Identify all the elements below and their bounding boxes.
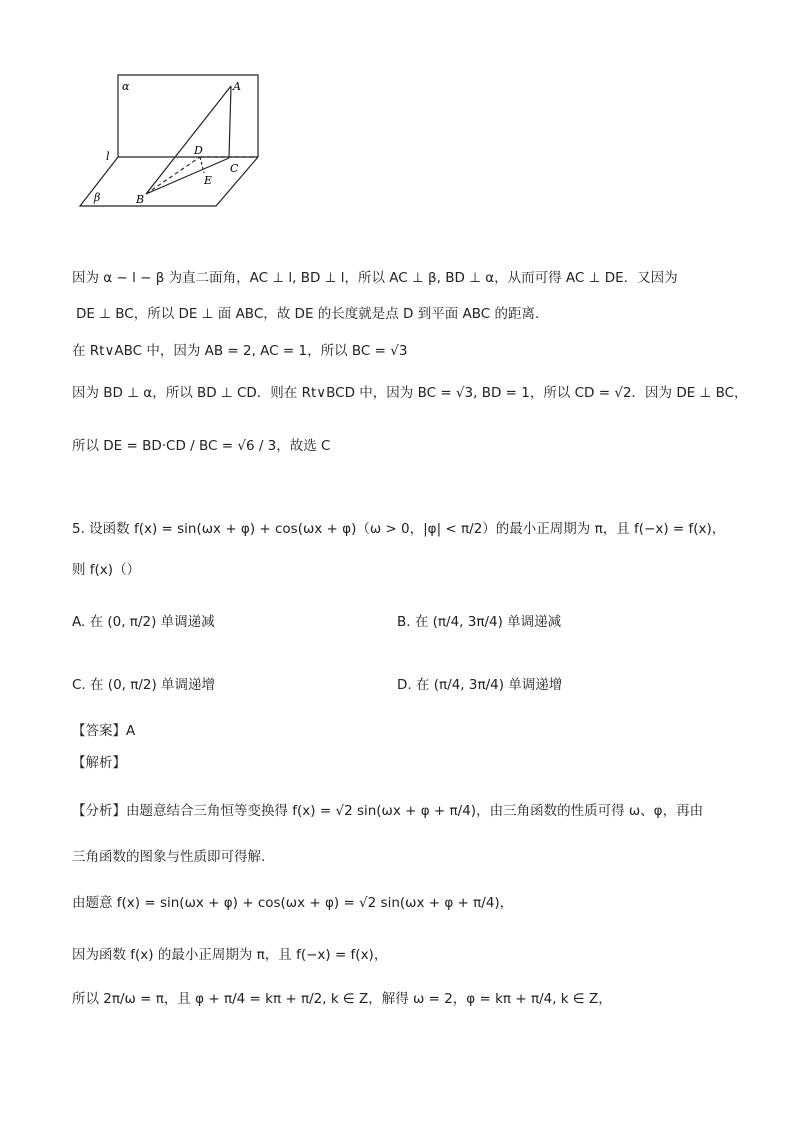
analysis-line-1: 【分析】由题意结合三角恒等变换得 f(x) = √2 sin(ωx + φ + π/4)，由三角函数的性质可得 ω、φ，再由 bbox=[72, 803, 704, 819]
answer-label: 【答案】A bbox=[72, 723, 136, 739]
dihedral-angle-figure bbox=[70, 66, 270, 216]
label-D: D bbox=[194, 144, 203, 157]
label-B: B bbox=[136, 193, 145, 206]
solution-line-5: 所以 DE = BD·CD / BC = √6 / 3，故选 C bbox=[72, 438, 331, 454]
label-E: E bbox=[204, 174, 213, 187]
option-d: D. 在 (π/4, 3π/4) 单调递增 bbox=[397, 677, 563, 693]
solution-line-4: 因为 BD ⊥ α，所以 BD ⊥ CD．则在 Rt∨BCD 中，因为 BC = √3, BD = 1，所以 CD = √2．因为 DE ⊥ BC， bbox=[72, 385, 748, 401]
analysis-line-5: 所以 2π/ω = π，且 φ + π/4 = kπ + π/2, k ∈ Z，解得 ω = 2，φ = kπ + π/4, k ∈ Z， bbox=[72, 991, 612, 1007]
label-C: C bbox=[230, 162, 239, 175]
analysis-line-4: 因为函数 f(x) 的最小正周期为 π，且 f(−x) = f(x)， bbox=[72, 947, 388, 963]
analysis-line-2: 三角函数的图象与性质即可得解. bbox=[72, 849, 266, 865]
option-c: C. 在 (0, π/2) 单调递增 bbox=[72, 677, 216, 693]
label-l: l bbox=[106, 150, 110, 163]
solution-line-1: 因为 α − l − β 为直二面角，AC ⊥ l, BD ⊥ l，所以 AC ⊥ β, BD ⊥ α，从而可得 AC ⊥ DE．又因为 bbox=[72, 270, 678, 286]
option-b: B. 在 (π/4, 3π/4) 单调递减 bbox=[397, 614, 562, 630]
analysis-line-3: 由题意 f(x) = sin(ωx + φ) + cos(ωx + φ) = √2 sin(ωx + φ + π/4)， bbox=[72, 895, 514, 911]
analysis-heading: 【解析】 bbox=[72, 755, 126, 771]
option-a: A. 在 (0, π/2) 单调递减 bbox=[72, 614, 215, 630]
segment-AB bbox=[146, 86, 231, 194]
label-A: A bbox=[233, 80, 241, 93]
label-alpha: α bbox=[122, 80, 130, 93]
label-beta: β bbox=[94, 191, 101, 204]
segment-AC bbox=[229, 86, 231, 158]
segment-BD bbox=[146, 157, 200, 194]
solution-line-3: 在 Rt∨ABC 中，因为 AB = 2, AC = 1，所以 BC = √3 bbox=[72, 343, 408, 359]
question-stem-2: 则 f(x)（） bbox=[72, 562, 141, 578]
question-stem: 5. 设函数 f(x) = sin(ωx + φ) + cos(ωx + φ)（ω > 0，|φ| < π/2）的最小正周期为 π，且 f(−x) = f(x)， bbox=[72, 521, 726, 537]
solution-line-2: DE ⊥ BC，所以 DE ⊥ 面 ABC，故 DE 的长度就是点 D 到平面 ABC 的距离． bbox=[76, 306, 549, 322]
segment-BC bbox=[146, 158, 229, 194]
